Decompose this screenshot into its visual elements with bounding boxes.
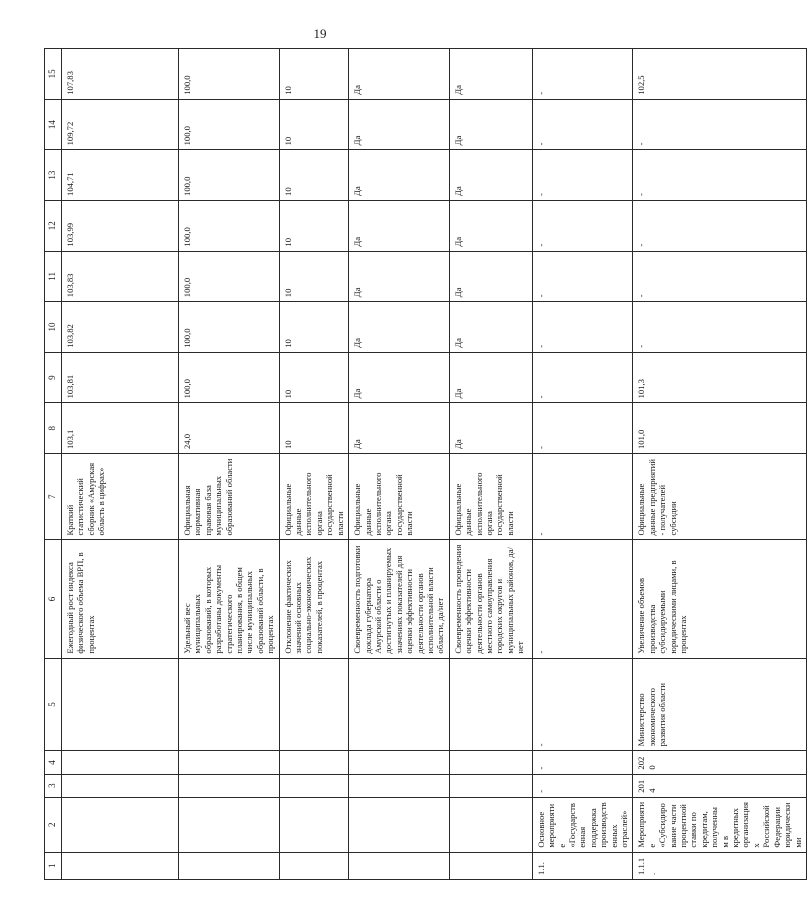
table-cell: -: [532, 352, 633, 403]
table-cell: [449, 751, 532, 774]
table-cell: 101,3: [633, 352, 807, 403]
table-cell: -: [633, 200, 807, 251]
table-cell: 2020: [633, 751, 807, 774]
table-cell: Да: [449, 99, 532, 150]
table-cell: [279, 658, 348, 751]
table-cell: [179, 751, 280, 774]
table-cell: Да: [349, 99, 450, 150]
table-cell: -: [532, 99, 633, 150]
table-cell: [349, 852, 450, 879]
table-cell: 109,72: [62, 99, 179, 150]
table-cell: Удельный вес муниципальных образований, в которых разработаны документы стратегического планирования, в общем числе муниципальных образований области, в процентах: [179, 540, 280, 658]
table-cell: -: [532, 454, 633, 540]
table-cell: 100,0: [179, 352, 280, 403]
table-cell: [349, 797, 450, 852]
table-cell: -: [633, 150, 807, 201]
table-cell: [449, 797, 532, 852]
table-cell: Официальные данные исполнительного органа государственной власти: [349, 454, 450, 540]
header-cell: 3: [45, 774, 62, 797]
header-cell: 14: [45, 99, 62, 150]
table-cell: 10: [279, 99, 348, 150]
rotated-table-wrapper: [44, 48, 803, 880]
table-cell: -: [532, 251, 633, 302]
header-cell: 1: [45, 852, 62, 879]
table-cell: [279, 751, 348, 774]
table-cell: Ежегодный рост индекса физического объема ВРП, в процентах: [62, 540, 179, 658]
table-cell: 24,0: [179, 403, 280, 454]
table-cell: Официальные данные исполнительного органа государственной власти: [449, 454, 532, 540]
header-cell: 5: [45, 658, 62, 751]
table-cell: Своевременность подготовки доклада губернатора Амурской области о достигнутых и планируемых значениях показателей для оценки эффективности деятельности органов исполнительной власти области, да/нет: [349, 540, 450, 658]
table-cell: -: [633, 251, 807, 302]
table-cell: [179, 797, 280, 852]
table-cell: 103,1: [62, 403, 179, 454]
header-cell: 10: [45, 302, 62, 353]
table-cell: Да: [449, 403, 532, 454]
table-cell: 100,0: [179, 49, 280, 100]
table-cell: Да: [349, 150, 450, 201]
table-cell: Да: [449, 200, 532, 251]
header-cell: 8: [45, 403, 62, 454]
table-cell: 100,0: [179, 251, 280, 302]
indicators-table: [44, 48, 807, 880]
table-cell: Официальные данные исполнительного органа государственной власти: [279, 454, 348, 540]
table-cell: Мероприятие «Субсидирование части процентной ставки по кредитам, полученным в кредитных организациях Российской Федерации юридическими: [633, 797, 807, 852]
table-cell: -: [532, 540, 633, 658]
table-cell: 102,5: [633, 49, 807, 100]
table-cell: Своевременность проведения оценки эффективности деятельности органов местного самоуправления городских округов и муниципальных районов, да/нет: [449, 540, 532, 658]
table-cell: 10: [279, 302, 348, 353]
table-cell: [279, 774, 348, 797]
table-cell: [279, 797, 348, 852]
header-cell: 13: [45, 150, 62, 201]
table-cell: 1.1.1.: [633, 852, 807, 879]
table-cell: [179, 774, 280, 797]
table-cell: [349, 774, 450, 797]
header-cell: 11: [45, 251, 62, 302]
table-cell: [279, 852, 348, 879]
table-cell: 10: [279, 403, 348, 454]
table-cell: -: [532, 49, 633, 100]
table-cell: 100,0: [179, 99, 280, 150]
table-cell: [449, 852, 532, 879]
table-cell: -: [532, 200, 633, 251]
table-cell: [62, 658, 179, 751]
table-cell: 103,81: [62, 352, 179, 403]
table-cell: Да: [349, 49, 450, 100]
header-cell: 12: [45, 200, 62, 251]
table-cell: Основное мероприятие «Государственная поддержка производственных отраслей»: [532, 797, 633, 852]
table-cell: [449, 658, 532, 751]
table-cell: 103,82: [62, 302, 179, 353]
header-cell: 4: [45, 751, 62, 774]
table-row: [633, 49, 807, 880]
header-cell: 7: [45, 454, 62, 540]
table-row: [179, 49, 280, 880]
table-cell: -: [633, 99, 807, 150]
table-row: [349, 49, 450, 880]
table-cell: Официальная нормативная правовая база муниципальных образований области: [179, 454, 280, 540]
table-cell: -: [532, 403, 633, 454]
table-cell: 10: [279, 150, 348, 201]
table-cell: 10: [279, 251, 348, 302]
table-cell: -: [532, 751, 633, 774]
table-cell: 10: [279, 49, 348, 100]
table-cell: [62, 797, 179, 852]
table-cell: [179, 852, 280, 879]
table-cell: 10: [279, 352, 348, 403]
table-cell: [62, 774, 179, 797]
table-cell: 103,83: [62, 251, 179, 302]
table-row: [449, 49, 532, 880]
table-cell: Да: [349, 251, 450, 302]
table-cell: [179, 658, 280, 751]
table-cell: Увеличение объемов производства субсидируемыми юридическими лицами, в процентах: [633, 540, 807, 658]
table-row: [532, 49, 633, 880]
table-cell: -: [532, 302, 633, 353]
table-cell: Да: [449, 352, 532, 403]
table-cell: Отклонение фактических значений основных социально-экономических показателей, в процентах: [279, 540, 348, 658]
table-cell: Да: [449, 49, 532, 100]
table-cell: Да: [449, 251, 532, 302]
table-cell: Да: [449, 150, 532, 201]
table-cell: [349, 658, 450, 751]
table-cell: -: [532, 658, 633, 751]
table-cell: Да: [349, 200, 450, 251]
table-cell: Официальные данные предприятий - получателей субсидии: [633, 454, 807, 540]
header-cell: 9: [45, 352, 62, 403]
table-cell: 101,0: [633, 403, 807, 454]
table-row: [62, 49, 179, 880]
table-cell: Да: [449, 302, 532, 353]
table-cell: Да: [349, 302, 450, 353]
header-row: [45, 49, 62, 880]
table-cell: 107,83: [62, 49, 179, 100]
table-row: [279, 49, 348, 880]
page-number: 19: [313, 26, 327, 41]
table-cell: [349, 751, 450, 774]
table-cell: 100,0: [179, 200, 280, 251]
table-cell: [62, 751, 179, 774]
table-cell: -: [532, 774, 633, 797]
table-cell: [62, 852, 179, 879]
table-cell: 2014: [633, 774, 807, 797]
table-cell: [449, 774, 532, 797]
table-cell: 103,99: [62, 200, 179, 251]
table-cell: 104,71: [62, 150, 179, 201]
table-cell: Да: [349, 352, 450, 403]
table-cell: Да: [349, 403, 450, 454]
table-cell: Краткий статистический сборник «Амурская область в цифрах»: [62, 454, 179, 540]
table-cell: -: [633, 302, 807, 353]
table-cell: 10: [279, 200, 348, 251]
table-cell: 1.1.: [532, 852, 633, 879]
table-cell: Министерство экономического развития области: [633, 658, 807, 751]
header-cell: 2: [45, 797, 62, 852]
table-cell: -: [532, 150, 633, 201]
table-cell: 100,0: [179, 150, 280, 201]
header-cell: 15: [45, 49, 62, 100]
table-cell: 100,0: [179, 302, 280, 353]
header-cell: 6: [45, 540, 62, 658]
